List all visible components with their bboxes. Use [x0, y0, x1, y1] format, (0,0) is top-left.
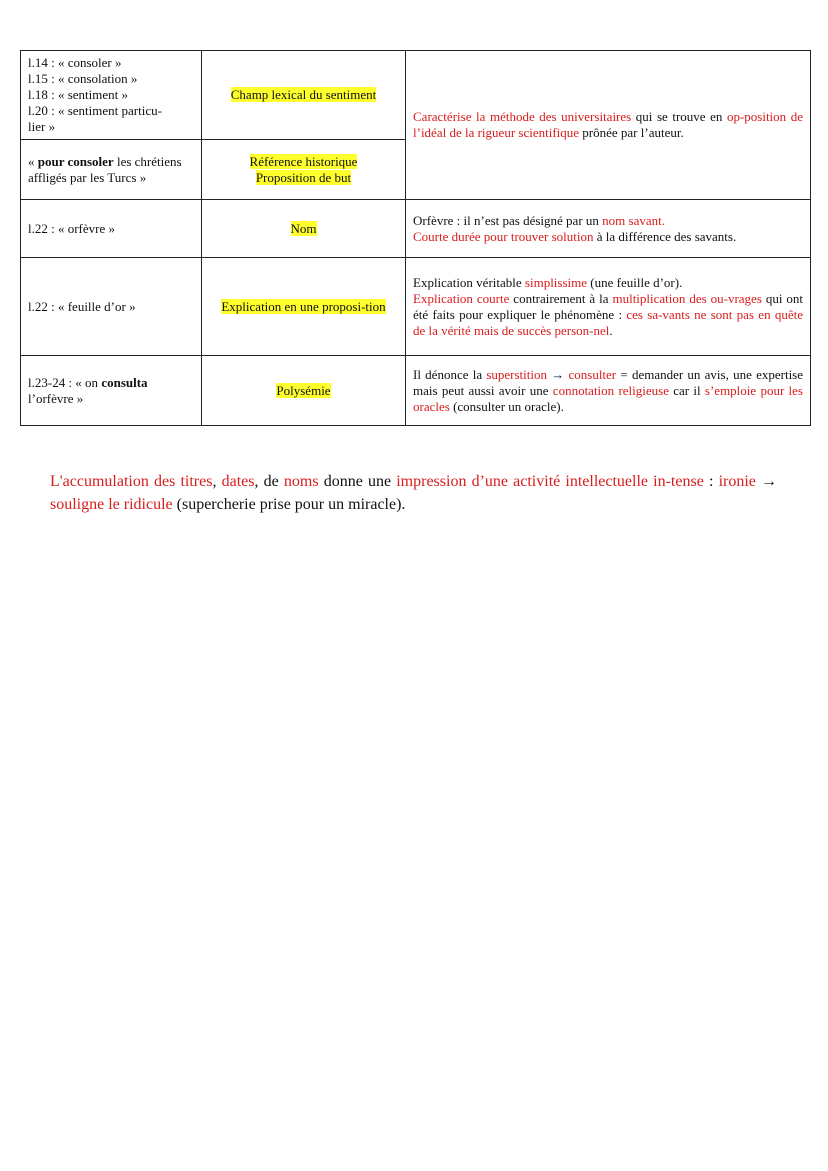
text: à la différence des savants. — [593, 228, 737, 244]
red-text: ironie — [718, 473, 756, 490]
text: « — [28, 153, 38, 169]
citation-cell — [21, 51, 202, 140]
red-text: noms — [283, 473, 319, 490]
interpretation-cell — [406, 51, 811, 200]
bold-text: pour consoler — [37, 153, 114, 169]
citation-cell: l.22 : « feuille d’or » — [21, 258, 202, 356]
red-text: simplissime — [524, 274, 588, 290]
red-text: s’emploie pour les oracles — [413, 382, 803, 414]
conclusion-paragraph — [50, 470, 777, 516]
table-row — [21, 258, 811, 356]
table-row — [21, 200, 811, 258]
text: prônée par l’auteur. — [579, 125, 684, 140]
text: Orfèvre : il n’est pas désigné par un — [413, 212, 603, 228]
procede-cell — [202, 258, 406, 356]
text: donne une — [318, 473, 397, 490]
table-row — [21, 51, 811, 140]
citation-line: lier » — [28, 119, 56, 134]
text: (supercherie prise pour un miracle). — [172, 496, 406, 513]
citation-line: l.20 : « sentiment particu- — [28, 103, 162, 118]
highlighted-procede: Champ lexical du sentiment — [230, 87, 377, 102]
red-text: superstition — [486, 366, 548, 382]
text: Explication véritable — [413, 274, 525, 290]
citation-cell — [21, 140, 202, 200]
text: l.23-24 : « on — [28, 374, 102, 390]
red-text: nom savant. — [602, 212, 665, 228]
text: , — [212, 473, 222, 490]
red-text: Courte durée pour trouver solution — [413, 228, 594, 244]
red-text: op-position de l’idéal de la rigueur scientifique — [413, 109, 803, 140]
text: = demander un avis, une expertise mais peut aussi avoir une — [413, 366, 804, 398]
highlighted-procede: Polysémie — [276, 382, 331, 398]
red-text: consulter — [568, 366, 617, 382]
text: contrairement à la — [509, 290, 613, 306]
text: qui ont été faits pour expliquer le phénomène : — [413, 290, 803, 322]
red-text: Explication courte — [413, 290, 510, 306]
procede-cell — [202, 356, 406, 426]
red-text: multiplication des ou-vrages — [612, 290, 762, 306]
text: l’orfèvre » — [28, 390, 84, 406]
procede-cell — [202, 51, 406, 140]
text: → — [547, 366, 569, 382]
text: . — [609, 322, 613, 338]
red-text: ces sa-vants ne sont pas en quête de la vérité mais de succès person-nel — [413, 306, 804, 338]
text: les chrétiens affligés par les Turcs » — [28, 153, 182, 185]
text: Il dénonce la — [413, 366, 487, 382]
citation-line: l.14 : « consoler » — [28, 55, 122, 70]
text: : — [703, 473, 719, 490]
text: car il — [668, 382, 705, 398]
text: (une feuille d’or). — [587, 274, 683, 290]
citation-line: l.18 : « sentiment » — [28, 87, 129, 102]
red-text: souligne le ridicule — [50, 496, 173, 513]
text: , de — [254, 473, 284, 490]
citation-cell — [21, 356, 202, 426]
text: qui se trouve en — [631, 109, 727, 124]
red-text: Caractérise la méthode des universitaires — [413, 109, 632, 124]
text: → — [755, 473, 778, 490]
text: (consulter un oracle). — [449, 398, 564, 414]
red-text: impression d’une activité intellectuelle in-tense — [396, 473, 704, 490]
citation-cell: l.22 : « orfèvre » — [21, 200, 202, 258]
procede-cell — [202, 200, 406, 258]
bold-text: consulta — [101, 374, 148, 390]
highlighted-procede: Référence historique — [249, 153, 358, 169]
red-text: L'accumulation des titres — [50, 473, 213, 490]
interpretation-cell — [406, 356, 811, 426]
red-text: dates — [221, 473, 255, 490]
interpretation-cell — [406, 200, 811, 258]
interpretation-cell — [406, 258, 811, 356]
table-row — [21, 356, 811, 426]
procede-cell — [202, 140, 406, 200]
citation-line: l.15 : « consolation » — [28, 71, 138, 86]
red-text: connotation religieuse — [552, 382, 669, 398]
analysis-table — [20, 50, 811, 426]
highlighted-procede: Proposition de but — [255, 169, 352, 185]
highlighted-procede: Nom — [290, 220, 317, 236]
highlighted-procede: Explication en une proposi-tion — [221, 298, 386, 314]
